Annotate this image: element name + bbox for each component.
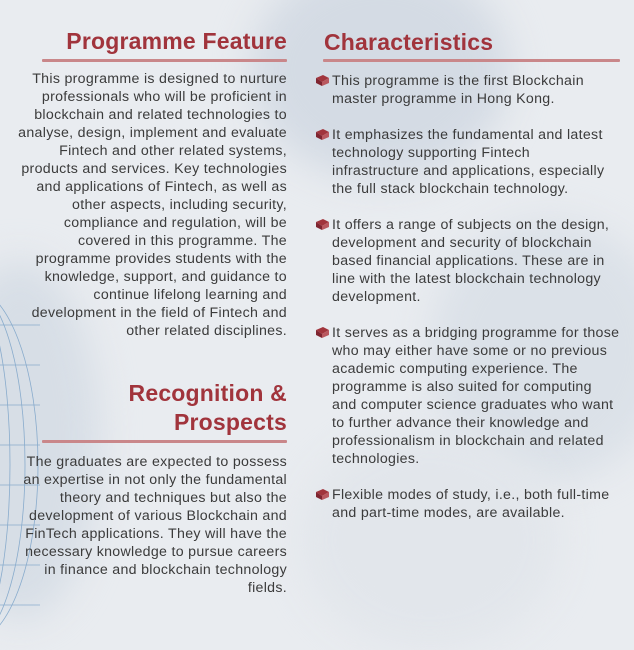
characteristics-heading: Characteristics [324, 29, 494, 55]
book-bullet-icon [315, 128, 330, 141]
book-bullet-icon [315, 488, 330, 501]
recognition-heading [129, 379, 287, 437]
list-item [314, 216, 620, 306]
programme-feature-text: This programme is designed to nurture professionals who will be proficient in blockchain and related technologies to analyse, design, implement and evaluate Fintech and other related systems, products and services. Key technologies and applications of Fintech, as well as other aspects, including security, compliance and regulation, will be covered in this programme. The programme provides students with the knowledge, support, and guidance to continue lifelong learning and development in the field of Fintech and other related disciplines. [18, 71, 287, 339]
heading-underline [42, 59, 287, 62]
characteristic-text: It offers a range of subjects on the design, development and security of blockchain based financial applications. These are in line with the latest blockchain technology development. [332, 217, 610, 305]
recognition-heading-line2: Prospects [173, 409, 287, 435]
book-bullet-icon [315, 218, 330, 231]
characteristic-text: This programme is the first Blockchain master programme in Hong Kong. [332, 73, 584, 107]
characteristics-list [314, 72, 620, 540]
book-bullet-icon [315, 74, 330, 87]
recognition-text: The graduates are expected to possess an expertise in not only the fundamental theory and techniques but also the development of various Blockchain and FinTech applications. They will have the necessary knowledge to pursue careers in finance and blockchain technology fields. [23, 454, 287, 596]
list-item [314, 126, 620, 198]
list-item [314, 324, 620, 468]
heading-underline [42, 440, 287, 443]
list-item [314, 72, 620, 108]
recognition-heading-line1: Recognition & [128, 380, 287, 406]
book-bullet-icon [315, 326, 330, 339]
characteristic-text: It emphasizes the fundamental and latest technology supporting Fintech infrastructure and applications, especially the full stack blockchain technology. [332, 127, 605, 197]
characteristic-text: It serves as a bridging programme for those who may either have some or no previous academic computing experience. The programme is also suited for computing and computer science graduates who want to further advance their knowledge and professionalism in blockchain and related technologies. [332, 325, 620, 467]
list-item [314, 486, 620, 522]
characteristic-text: Flexible modes of study, i.e., both full-time and part-time modes, are available. [332, 487, 610, 521]
programme-feature-heading: Programme Feature [66, 28, 287, 54]
heading-underline [323, 59, 620, 62]
